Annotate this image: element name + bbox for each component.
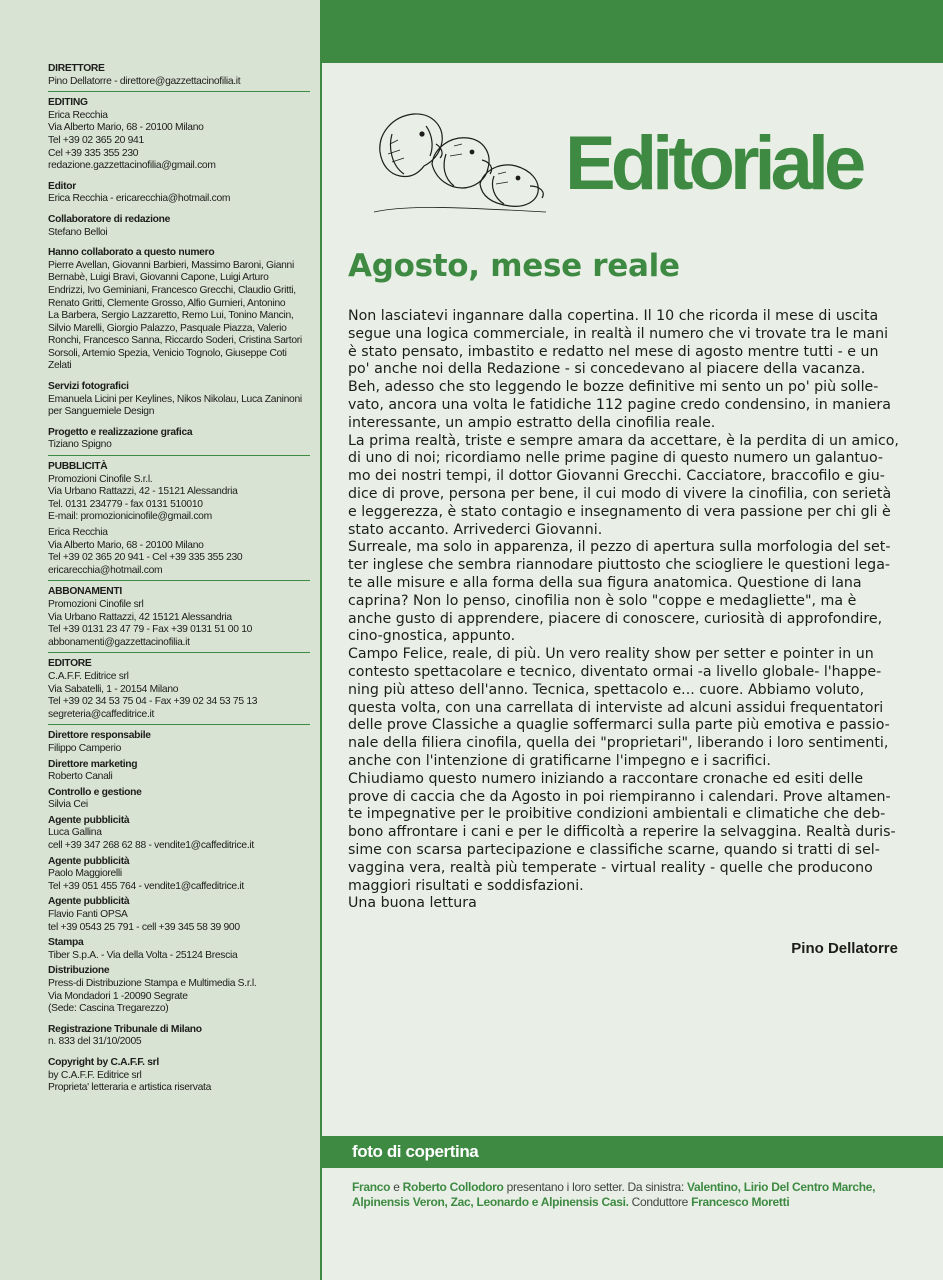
article-line: cino-gnostica, appunto. [348, 628, 516, 645]
colophon-line: Promozioni Cinofile S.r.l. [48, 473, 153, 485]
article-line: caprina? Non lo penso, cinofilia non è solo "coppe e medagliette", ma è [348, 592, 857, 609]
colophon-line: Via Alberto Mario, 68 - 20100 Milano [48, 122, 204, 134]
article-line: interessante, un ampio estratto della cinofilia reale. [348, 414, 716, 431]
colophon-block [48, 896, 310, 934]
colophon [48, 63, 310, 1103]
article-line: ning più atteso dell'anno. Tecnica, spettacolo e... cuore. Abbiamo voluto, [348, 681, 865, 698]
colophon-heading: PUBBLICITÀ [48, 461, 108, 473]
colophon-line: Tel +39 02 34 53 75 04 - Fax +39 02 34 53 75 13 [48, 696, 258, 708]
caption-name1: Franco [352, 1180, 391, 1194]
colophon-block [48, 658, 310, 725]
article-line: sime con scarsa partecipazione e classifiche scarne, quando si tratti di sel- [348, 841, 880, 858]
article-line: nale della filiera cinofila, quella dei "proprietari", liberando i loro sentimenti, [348, 735, 889, 752]
colophon-block [48, 759, 310, 784]
colophon-line: Tel +39 051 455 764 - vendite1@caffeditrice.it [48, 880, 244, 892]
colophon-line: Erica Recchia [48, 527, 108, 538]
colophon-line: Silvio Marelli, Giorgio Palazzo, Pasquale Piazza, Valerio [48, 322, 287, 334]
colophon-block [48, 214, 310, 239]
article-line: segue una logica commerciale, in realtà il numero che vi trovate tra le mani [348, 325, 889, 342]
article-line: vato, ancora una volta le fatidiche 112 pagine credo condensino, in maniera [348, 396, 891, 413]
article-line: Una buona lettura [348, 895, 477, 912]
colophon-line: tel +39 0543 25 791 - cell +39 345 58 39 900 [48, 921, 240, 933]
colophon-line: Filippo Camperio [48, 742, 122, 754]
colophon-line: Renato Gritti, Clemente Grosso, Alfio Gurnieri, Antonino [48, 297, 286, 309]
colophon-line: Tiziano Spigno [48, 439, 112, 451]
colophon-line: per Sanguemiele Design [48, 406, 155, 418]
colophon-heading: Servizi fotografici [48, 381, 129, 393]
caption-conductor: Conduttore [628, 1195, 692, 1209]
colophon-line: Tel +39 0131 23 47 79 - Fax +39 0131 51 00 10 [48, 624, 253, 636]
colophon-block [48, 461, 310, 581]
colophon-line: Emanuela Licini per Keylines, Nikos Nikolau, Luca Zaninoni [48, 393, 302, 405]
colophon-line: Via Sabatelli, 1 - 20154 Milano [48, 683, 179, 695]
article-line: anche gusto di apprendere, piacere di conoscere, curiosità di approfondire, [348, 610, 883, 627]
article-line: Chiudiamo questo numero iniziando a raccontare cronache ed esiti delle [348, 770, 864, 787]
article-line: Campo Felice, reale, di più. Un vero reality show per setter e pointer in un [348, 646, 874, 663]
colophon-block [48, 181, 310, 206]
colophon-line: Tel. 0131 234779 - fax 0131 510010 [48, 498, 203, 510]
colophon-block [48, 937, 310, 962]
colophon-line: Silvia Cei [48, 799, 88, 811]
article-body [348, 308, 908, 913]
colophon-line: Pierre Avellan, Giovanni Barbieri, Massimo Baroni, Gianni [48, 259, 294, 271]
colophon-block [48, 1024, 310, 1049]
colophon-line: C.A.F.F. Editrice srl [48, 670, 129, 682]
article-line: è stato pensato, imbastito e redatto nel mese di agosto mentre tutti - e un [348, 343, 879, 360]
colophon-line: Proprieta' letteraria e artistica riservata [48, 1082, 212, 1094]
colophon-block [48, 1057, 310, 1095]
article-headline: Agosto, mese reale [348, 248, 680, 284]
article-line: anche con l'intenzione di gratificarne l'impegno e i sacrifici. [348, 752, 771, 769]
colophon-block [48, 856, 310, 894]
colophon-block [48, 815, 310, 853]
article-line: ter inglese che sembra riannodare piuttosto che sciogliere le questioni lega- [348, 557, 891, 574]
article-line: po' anche noi della Redazione - si concedevano al piacere della vacanza. [348, 361, 866, 378]
colophon-line: Via Alberto Mario, 68 - 20100 Milano [48, 539, 204, 551]
colophon-line: Tiber S.p.A. - Via della Volta - 25124 Brescia [48, 949, 238, 961]
article-line: contesto spettacolare e tecnico, diventato ormai -a livello globale- l'happe- [348, 663, 882, 680]
caption-name2: Roberto Collodoro [402, 1180, 504, 1194]
colophon-heading: Controllo e gestione [48, 786, 142, 798]
caption-mid: presentano i loro setter. Da sinistra: [503, 1180, 687, 1194]
colophon-heading: Agente pubblicità [48, 896, 130, 908]
colophon-line: Ronchi, Francesco Sanna, Riccardo Soderi, Cristina Sartori [48, 335, 302, 347]
colophon-line: Via Mondadori 1 -20090 Segrate [48, 990, 188, 1002]
colophon-line: Sorsoli, Artemio Spezia, Venicio Tognolo, Giuseppe Coti [48, 347, 287, 359]
caption-dogs: Valentino, Lirio Del Centro Marche, Alpinensis Veron, Zac, Leonardo e Alpinensis Casi. [352, 1180, 876, 1209]
colophon-heading: Editor [48, 180, 76, 192]
caption-and: e [390, 1180, 403, 1194]
colophon-block [48, 965, 310, 1015]
colophon-line: Stefano Belloi [48, 226, 108, 238]
colophon-heading: Agente pubblicità [48, 855, 130, 867]
article-line: bono affrontare i cani e per le difficoltà a reperire la selvaggina. Realtà duris- [348, 824, 896, 841]
colophon-block [48, 787, 310, 812]
colophon-heading: EDITING [48, 97, 88, 109]
colophon-line: Endrizzi, Ivo Geminiani, Francesco Grecchi, Claudio Gritti, [48, 284, 296, 296]
colophon-line: ericarecchia@hotmail.com [48, 564, 163, 576]
colophon-line: La Barbera, Sergio Lazzaretto, Remo Lui, Tonino Mancin, [48, 310, 294, 322]
colophon-block [48, 586, 310, 653]
colophon-heading: Distribuzione [48, 965, 110, 977]
article-line: mo dei nostri tempi, il dottor Giovanni Grecchi. Cacciatore, braccofilo e giu- [348, 468, 885, 485]
colophon-heading: EDITORE [48, 658, 92, 670]
article-line: Non lasciatevi ingannare dalla copertina. Il 10 che ricorda il mese di uscita [348, 308, 879, 324]
colophon-block [48, 97, 310, 173]
article-line: e leggerezza, è stato contagio e insegnamento di vera passione per chi gli è [348, 503, 891, 520]
page-title: Editoriale [565, 121, 862, 206]
colophon-line: Flavio Fanti OPSA [48, 909, 128, 921]
article-line: Beh, adesso che sto leggendo le bozze definitive mi sento un po' più solle- [348, 379, 879, 396]
colophon-block [48, 427, 310, 456]
article-signature: Pino Dellatorre [791, 940, 898, 957]
article-line: te impegnative per le proibitive condizioni ambientali e climatiche che deb- [348, 806, 886, 823]
article-line: te alle misure e alla forma della sua figura anatomica. Questione di lana [348, 574, 862, 591]
colophon-line: abbonamenti@gazzettacinofilia.it [48, 636, 190, 648]
colophon-block [48, 381, 310, 419]
colophon-heading: Agente pubblicità [48, 814, 130, 826]
colophon-block [48, 247, 310, 373]
article-line: prove di caccia che da Agosto in poi riempiranno i calendari. Prove altamen- [348, 788, 891, 805]
header-band [322, 0, 943, 63]
colophon-heading: Stampa [48, 937, 84, 949]
colophon-line: Via Urbano Rattazzi, 42 - 15121 Alessandria [48, 486, 238, 498]
colophon-line: Roberto Canali [48, 771, 113, 783]
article-line: delle prove Classiche a quaglie soffermarci sulla parte più emotiva e passio- [348, 717, 890, 734]
article-line: stato accanto. Arrivederci Giovanni. [348, 521, 603, 538]
article-line: maggiori risultati e soddisfazioni. [348, 877, 584, 894]
colophon-line: Via Urbano Rattazzi, 42 15121 Alessandria [48, 611, 232, 623]
colophon-line: Zelati [48, 360, 72, 372]
colophon-heading: Hanno collaborato a questo numero [48, 247, 215, 259]
colophon-heading: Collaboratore di redazione [48, 213, 171, 225]
colophon-block [48, 730, 310, 755]
colophon-line: (Sede: Cascina Tregarezzo) [48, 1003, 169, 1015]
colophon-line: Erica Recchia [48, 109, 108, 121]
colophon-block [48, 63, 310, 92]
colophon-line: Erica Recchia - ericarecchia@hotmail.com [48, 193, 231, 205]
colophon-line: redazione.gazzettacinofilia@gmail.com [48, 160, 216, 172]
colophon-heading: DIRETTORE [48, 63, 105, 74]
colophon-line: Tel +39 02 365 20 941 [48, 134, 144, 146]
article-line: Surreale, ma solo in apparenza, il pezzo di apertura sulla morfologia del set- [348, 539, 891, 556]
colophon-line: Press-di Distribuzione Stampa e Multimedia S.r.l. [48, 978, 257, 989]
article-line: dice di prove, persona per bene, il cui modo di vivere la cinofilia, con serietà [348, 485, 892, 502]
colophon-line: Paolo Maggiorelli [48, 868, 122, 880]
colophon-line: Tel +39 02 365 20 941 - Cel +39 335 355 230 [48, 552, 243, 564]
colophon-line: E-mail: promozionicinofile@gmail.com [48, 511, 212, 523]
colophon-line: by C.A.F.F. Editrice srl [48, 1069, 142, 1081]
colophon-line: Promozioni Cinofile srl [48, 598, 144, 610]
colophon-heading: Registrazione Tribunale di Milano [48, 1023, 202, 1035]
article-line: La prima realtà, triste e sempre amara da accettare, è la perdita di un amico, [348, 432, 899, 449]
colophon-line: Luca Gallina [48, 827, 102, 839]
dogs-illustration [370, 104, 550, 216]
article-line: vaggina vera, realtà più temperate - virtual reality - quelle che producono [348, 859, 873, 876]
cover-caption [352, 1180, 912, 1210]
colophon-heading: Progetto e realizzazione grafica [48, 426, 193, 438]
colophon-heading: Direttore responsabile [48, 730, 151, 742]
article-line: questa volta, con una carrellata di interviste ad alcuni assidui frequentatori [348, 699, 884, 716]
colophon-heading: Direttore marketing [48, 758, 138, 770]
colophon-heading: ABBONAMENTI [48, 586, 122, 598]
colophon-line: n. 833 del 31/10/2005 [48, 1036, 142, 1048]
caption-handler: Francesco Moretti [691, 1195, 790, 1209]
colophon-line: Pino Dellatorre - direttore@gazzettacinofilia.it [48, 75, 241, 87]
colophon-heading: Copyright by C.A.F.F. srl [48, 1056, 159, 1068]
colophon-line: segreteria@caffeditrice.it [48, 708, 155, 720]
colophon-line: Bernabè, Luigi Bravi, Giovanni Capone, Luigi Arturo [48, 272, 269, 284]
colophon-line: cell +39 347 268 62 88 - vendite1@caffeditrice.it [48, 840, 254, 852]
cover-label: foto di copertina [352, 1142, 479, 1161]
colophon-line: Cel +39 335 355 230 [48, 147, 139, 159]
article-line: di uno di noi; ricordiamo nelle prime pagine di questo numero un galantuo- [348, 450, 884, 467]
